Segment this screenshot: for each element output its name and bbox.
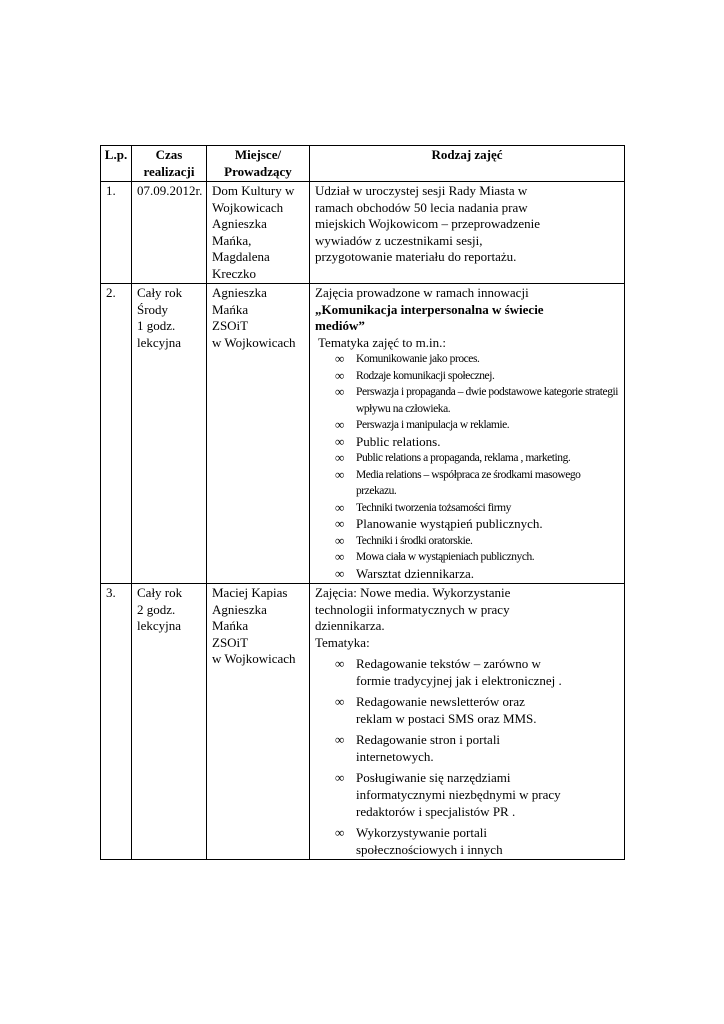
activities-table (100, 145, 625, 860)
cell-lp: 2. (101, 284, 132, 584)
list-item: ∞ Warsztat dziennikarza. (335, 565, 475, 581)
infinity-bullet-icon: ∞ (335, 466, 345, 482)
list-item: ∞ Rodzaje komunikacji społecznej. (335, 367, 495, 383)
header-time: Czas realizacji (132, 146, 207, 182)
course-title: „Komunikacja interpersonalna w świecie (315, 301, 544, 317)
cell-place: Dom Kultury w Wojkowicach Agnieszka Mańka, Magdalena Kreczko (207, 182, 310, 284)
infinity-bullet-icon: ∞ (335, 565, 345, 581)
list-item: ∞ Komunikowanie jako proces. (335, 351, 480, 366)
cell-time: Cały rok Środy 1 godz. lekcyjna (132, 284, 207, 584)
list-item: ∞ Techniki tworzenia tożsamości firmy (335, 499, 511, 515)
cell-lp: 1. (101, 182, 132, 284)
cell-description: Zajęcia prowadzone w ramach innowacji „Komunikacja interpersonalna w świecie mediów” Tematyka zajęć to m.in.: ∞ Komunikowanie jako proces. ∞ Rodzaje komunikacji społecznej. ∞ Perswazja i propaganda – dwie podstawowe kategorie strategii wpływu na człowieka. ∞ Perswazja i manipulacja w reklamie. ∞ Public relations. ∞ Public relations a propaganda, reklama , marketing. ∞ Media relations – współpraca ze środkami masowego przekazu. ∞ Techniki tworzenia tożsamości firmy ∞ Planowanie wystąpień publicznych. ∞ Techniki i środki oratorskie. ∞ Mowa ciała w wystąpieniach publicznych. ∞ Warsztat dziennikarza. (310, 284, 625, 584)
header-lp: L.p. (101, 146, 132, 182)
cell-description: Zajęcia: Nowe media. Wykorzystanie technologii informatycznych w pracy dziennikarza. Tematyka: ∞ Redagowanie tekstów – zarówno w formie tradycyjnej jak i elektronicznej . ∞ Redagowanie newsletterów oraz reklam w postaci SMS oraz MMS. ∞ Redagowanie stron i portali internetowych. ∞ Posługiwanie się narzędziami informatycznymi niezbędnymi w pracy redaktorów i specjalistów PR . ∞ Wykorzystywanie portali społecznościowych i innych (310, 584, 625, 860)
infinity-bullet-icon: ∞ (335, 825, 345, 840)
topic-list (315, 351, 620, 582)
infinity-bullet-icon: ∞ (335, 351, 345, 366)
course-title-cont: mediów” (315, 318, 365, 333)
cell-description: Udział w uroczystej sesji Rady Miasta w ramach obchodów 50 lecia nadania praw miejskich Wojkowicom – przeprowadzenie wywiadów z uczestnikami sesji, przygotowanie materiału do reportażu. (310, 182, 625, 284)
topic-list (315, 655, 620, 858)
infinity-bullet-icon: ∞ (335, 367, 345, 383)
infinity-bullet-icon: ∞ (335, 433, 345, 449)
infinity-bullet-icon: ∞ (335, 770, 345, 785)
table-row (101, 284, 625, 584)
cell-place: Agnieszka Mańka ZSOiT w Wojkowicach (207, 284, 310, 584)
table-row (101, 584, 625, 860)
infinity-bullet-icon: ∞ (335, 732, 345, 747)
list-item: ∞ Mowa ciała w wystąpieniach publicznych. (335, 549, 535, 564)
infinity-bullet-icon: ∞ (335, 656, 345, 671)
infinity-bullet-icon: ∞ (335, 694, 345, 709)
list-item: ∞ Redagowanie newsletterów oraz reklam w postaci SMS oraz MMS. (335, 694, 537, 726)
infinity-bullet-icon: ∞ (335, 532, 345, 548)
infinity-bullet-icon: ∞ (335, 499, 345, 515)
list-item: ∞ Posługiwanie się narzędziami informatycznymi niezbędnymi w pracy redaktorów i specjalistów PR . (335, 770, 561, 819)
infinity-bullet-icon: ∞ (335, 549, 345, 564)
header-place: Miejsce/ Prowadzący (207, 146, 310, 182)
cell-time: Cały rok 2 godz. lekcyjna (132, 584, 207, 860)
infinity-bullet-icon: ∞ (335, 417, 345, 432)
list-item: ∞ Perswazja i propaganda – dwie podstawowe kategorie strategii wpływu na człowieka. (335, 384, 618, 415)
list-item: ∞ Redagowanie tekstów – zarówno w formie tradycyjnej jak i elektronicznej . (335, 656, 562, 688)
header-row (101, 146, 625, 182)
list-item: ∞ Public relations. (335, 433, 441, 449)
infinity-bullet-icon: ∞ (335, 450, 345, 465)
list-item: ∞ Redagowanie stron i portali internetowych. (335, 732, 501, 764)
cell-place: Maciej Kapias Agnieszka Mańka ZSOiT w Wojkowicach (207, 584, 310, 860)
infinity-bullet-icon: ∞ (335, 384, 345, 399)
cell-lp: 3. (101, 584, 132, 860)
list-item: ∞ Media relations – współpraca ze środkami masowego przekazu. (335, 466, 581, 497)
list-item: ∞ Public relations a propaganda, reklama , marketing. (335, 450, 571, 465)
list-item: ∞ Wykorzystywanie portali społecznościowych i innych (335, 825, 503, 857)
list-item: ∞ Techniki i środki oratorskie. (335, 532, 473, 548)
header-type: Rodzaj zajęć (310, 146, 625, 182)
list-item: ∞ Perswazja i manipulacja w reklamie. (335, 417, 510, 432)
list-item: ∞ Planowanie wystąpień publicznych. (335, 516, 543, 531)
cell-time: 07.09.2012r. (132, 182, 207, 284)
infinity-bullet-icon: ∞ (335, 516, 345, 531)
table-row (101, 182, 625, 284)
